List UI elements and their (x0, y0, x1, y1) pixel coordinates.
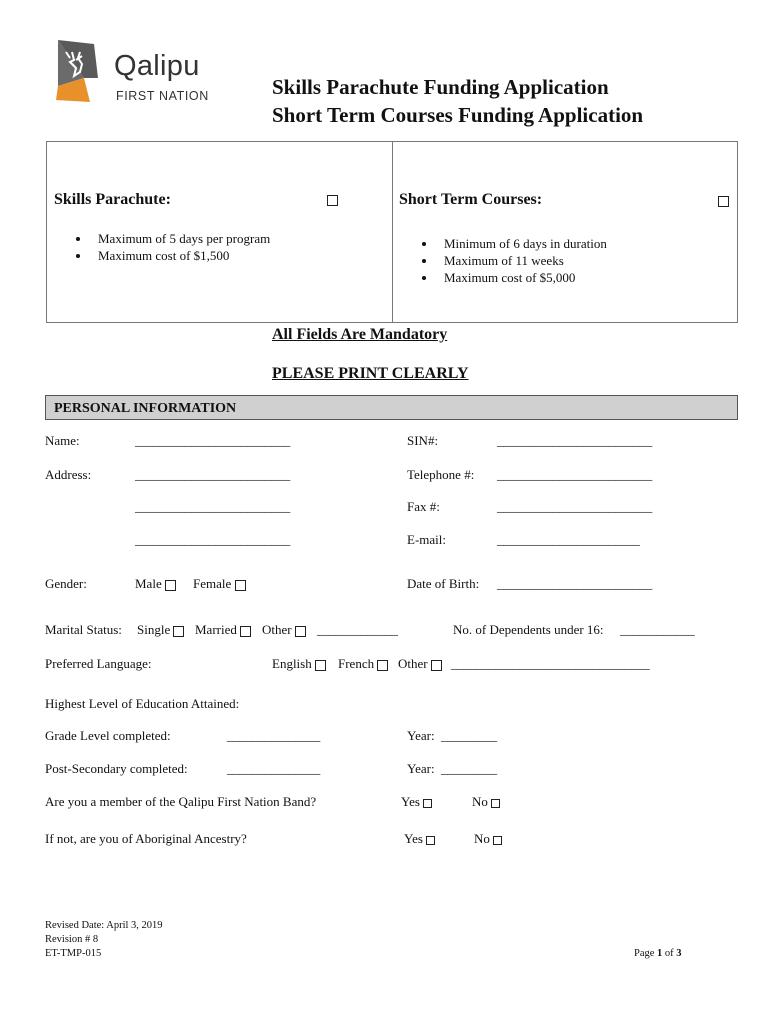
other-label: Other (262, 622, 292, 637)
list-item: Maximum of 5 days per program (74, 230, 270, 247)
marital-other-field[interactable]: _____________ (317, 622, 398, 637)
aboriginal-no-option[interactable] (474, 831, 502, 847)
dob-field[interactable]: _________________________ (497, 576, 653, 591)
french-checkbox[interactable] (377, 660, 388, 671)
no-label: No (472, 794, 488, 809)
grade-year-label: Year: (407, 728, 435, 743)
page-total: 3 (676, 948, 682, 959)
no-label: No (474, 831, 490, 846)
english-checkbox[interactable] (315, 660, 326, 671)
married-label: Married (195, 622, 237, 637)
page-of: of (662, 948, 677, 959)
short-term-courses-checkbox[interactable] (718, 196, 729, 207)
band-member-no-option[interactable] (472, 794, 500, 810)
single-label: Single (137, 622, 171, 637)
dependents-field[interactable]: ____________ (620, 622, 695, 637)
aboriginal-yes-option[interactable] (404, 831, 435, 847)
email-label: E-mail: (407, 532, 446, 547)
mandatory-notice: All Fields Are Mandatory (272, 326, 448, 343)
list-item: Maximum cost of $5,000 (420, 269, 607, 286)
revision-number: Revision # 8 (45, 934, 99, 945)
preferred-language-label: Preferred Language: (45, 656, 152, 671)
telephone-label: Telephone #: (407, 467, 475, 482)
document-code: ET-TMP-015 (45, 948, 102, 959)
language-other-field[interactable]: ________________________________ (451, 656, 650, 671)
list-item: Maximum cost of $1,500 (74, 247, 270, 264)
section-title: PERSONAL INFORMATION (54, 401, 237, 416)
marital-other-option[interactable] (262, 622, 306, 638)
name-field[interactable]: _________________________ (135, 433, 291, 448)
language-other-option[interactable] (398, 656, 442, 672)
marital-married-option[interactable] (195, 622, 251, 638)
yes-label: Yes (401, 794, 420, 809)
band-member-yes-option[interactable] (401, 794, 432, 810)
aboriginal-no-checkbox[interactable] (493, 836, 502, 845)
grade-level-label: Grade Level completed: (45, 728, 171, 743)
lang-other-checkbox[interactable] (431, 660, 442, 671)
email-field[interactable]: _______________________ (497, 532, 640, 547)
list-item: Minimum of 6 days in duration (420, 235, 607, 252)
org-subtitle: FIRST NATION (116, 89, 209, 103)
page-title: Skills Parachute Funding Application (272, 75, 609, 99)
page-prefix: Page (634, 948, 658, 959)
grade-level-field[interactable]: _______________ (227, 728, 321, 743)
english-label: English (272, 656, 312, 671)
address-field-2[interactable]: _________________________ (135, 499, 291, 514)
short-term-courses-list (420, 235, 607, 286)
other-checkbox[interactable] (295, 626, 306, 637)
address-label: Address: (45, 467, 92, 482)
skills-parachute-checkbox[interactable] (327, 195, 338, 206)
french-label: French (338, 656, 375, 671)
skills-parachute-list (74, 230, 270, 264)
telephone-field[interactable]: _________________________ (497, 467, 653, 482)
print-clearly-notice: PLEASE PRINT CLEARLY (272, 365, 469, 382)
gender-male-option[interactable] (135, 576, 176, 592)
address-field-1[interactable]: _________________________ (135, 467, 291, 482)
address-field-3[interactable]: _________________________ (135, 532, 291, 547)
single-checkbox[interactable] (173, 626, 184, 637)
female-checkbox[interactable] (235, 580, 246, 591)
language-english-option[interactable] (272, 656, 326, 672)
revised-date: Revised Date: April 3, 2019 (45, 920, 163, 931)
aboriginal-ancestry-question: If not, are you of Aboriginal Ancestry? (45, 831, 247, 846)
aboriginal-yes-checkbox[interactable] (426, 836, 435, 845)
post-secondary-label: Post-Secondary completed: (45, 761, 188, 776)
band-no-checkbox[interactable] (491, 799, 500, 808)
page-number: 1 (657, 948, 663, 959)
marital-status-label: Marital Status: (45, 622, 122, 637)
dependents-label: No. of Dependents under 16: (453, 622, 604, 637)
qalipu-logo-icon (54, 38, 102, 104)
fax-field[interactable]: _________________________ (497, 499, 653, 514)
married-checkbox[interactable] (240, 626, 251, 637)
male-checkbox[interactable] (165, 580, 176, 591)
band-yes-checkbox[interactable] (423, 799, 432, 808)
language-french-option[interactable] (338, 656, 388, 672)
yes-label: Yes (404, 831, 423, 846)
skills-parachute-heading: Skills Parachute: (54, 191, 171, 208)
band-member-question: Are you a member of the Qalipu First Nation Band? (45, 794, 317, 809)
post-secondary-year-field[interactable]: _________ (441, 761, 497, 776)
sin-field[interactable]: _________________________ (497, 433, 653, 448)
education-label: Highest Level of Education Attained: (45, 696, 240, 711)
dob-label: Date of Birth: (407, 576, 480, 591)
post-secondary-field[interactable]: _______________ (227, 761, 321, 776)
fax-label: Fax #: (407, 499, 440, 514)
grade-year-field[interactable]: _________ (441, 728, 497, 743)
options-divider (392, 141, 393, 323)
sin-label: SIN#: (407, 433, 439, 448)
list-item: Maximum of 11 weeks (420, 252, 607, 269)
gender-label: Gender: (45, 576, 87, 591)
marital-single-option[interactable] (137, 622, 184, 638)
lang-other-label: Other (398, 656, 428, 671)
female-label: Female (193, 576, 232, 591)
short-term-courses-heading: Short Term Courses: (399, 191, 543, 208)
name-label: Name: (45, 433, 80, 448)
page-indicator (634, 948, 682, 959)
post-secondary-year-label: Year: (407, 761, 435, 776)
male-label: Male (135, 576, 162, 591)
org-name: Qalipu (114, 50, 200, 82)
page-subtitle: Short Term Courses Funding Application (272, 103, 644, 127)
gender-female-option[interactable] (193, 576, 246, 592)
